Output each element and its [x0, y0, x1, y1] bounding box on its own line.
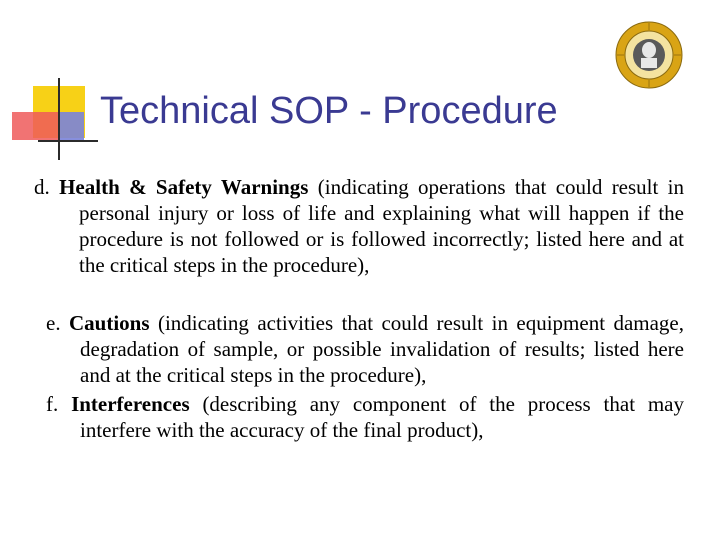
item-marker: e.: [46, 311, 61, 335]
decor-blue-block: [58, 112, 84, 140]
item-heading: Cautions: [69, 311, 150, 335]
item-text: (indicating operations that could result in personal injury or loss of life and explaining what will happen if the procedure is not followed or is followed incorrectly; listed here and at the critical steps in the procedure),: [79, 175, 685, 277]
list-item-health-safety: [34, 174, 684, 278]
list-item-interferences: [46, 391, 684, 443]
decor-horizontal-line: [38, 140, 98, 142]
slide-title: Technical SOP - Procedure: [100, 90, 558, 132]
item-marker: f.: [46, 392, 59, 416]
decor-red-block: [12, 112, 58, 140]
item-text: (describing any component of the process that may interfere with the accuracy of the final product),: [80, 392, 684, 442]
decor-vertical-line: [58, 78, 60, 160]
item-marker: d.: [34, 175, 50, 199]
item-text: (indicating activities that could result in equipment damage, degradation of sample, or possible invalidation of results; listed here and at the critical steps in the procedure),: [80, 311, 685, 387]
item-heading: Health & Safety Warnings: [59, 175, 309, 199]
list-item-cautions: [46, 310, 684, 388]
item-heading: Interferences: [71, 392, 190, 416]
university-seal-logo: [614, 20, 684, 90]
